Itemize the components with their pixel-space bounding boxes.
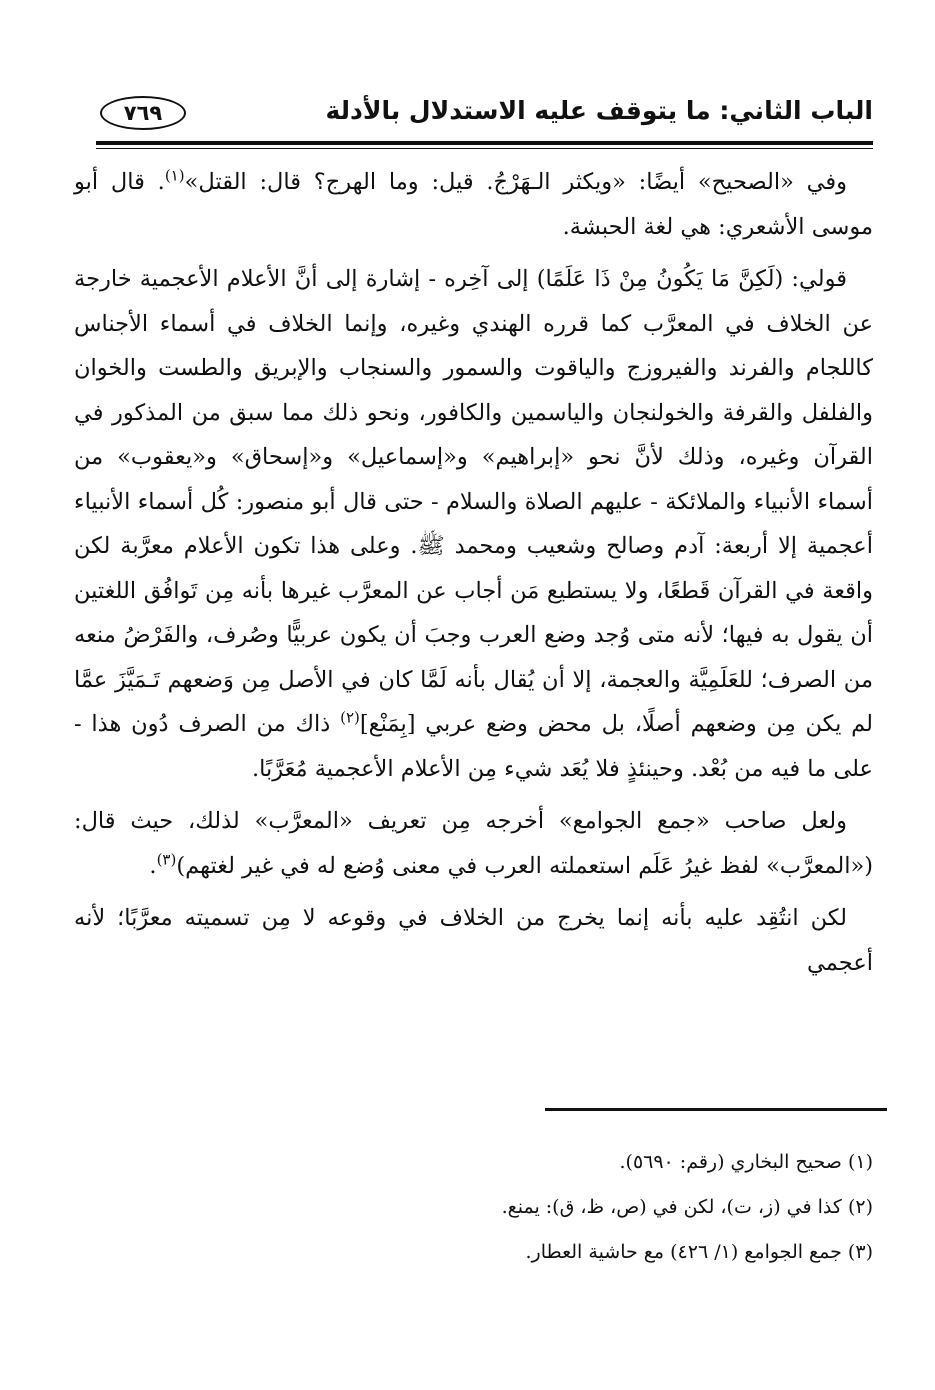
paragraph-1 — [74, 160, 873, 249]
footnote-1: (١) صحيح البخاري (رقم: ٥٦٩٠). — [619, 1151, 873, 1173]
paragraph-4 — [74, 896, 873, 985]
header-rule-thick — [96, 141, 873, 145]
paragraph-3-text-b: . — [149, 852, 157, 879]
running-header — [100, 92, 873, 136]
paragraph-2 — [74, 257, 873, 791]
footnote-3: (٣) جمع الجوامع (١/ ٤٢٦) مع حاشية العطار. — [525, 1241, 873, 1263]
paragraph-3 — [74, 799, 873, 888]
paragraph-3-text-a: ولعل صاحب «جمع الجوامع» أخرجه مِن تعريف «المعرَّب» لذلك، حيث قال: («المعرَّب» لفظ غيرُ عَلَم استعملته العرب في معنى وُضع له في غير لغتهم) — [74, 808, 873, 879]
footnote-marker-3[interactable]: (٣) — [156, 850, 177, 868]
footnote-marker-2[interactable]: (٢) — [340, 708, 360, 727]
footnote-2: (٢) كذا في (ز، ت)، لكن في (ص، ظ، ق): يمنع. — [501, 1196, 873, 1218]
footnote-marker-1[interactable]: (١) — [164, 166, 185, 185]
footnote-separator — [545, 1108, 887, 1111]
chapter-title: الباب الثاني: ما يتوقف عليه الاستدلال بالأدلة — [325, 96, 873, 125]
page-number: ٧٦٩ — [100, 96, 186, 130]
paragraph-4-text: لكن انتُقِد عليه بأنه إنما يخرج من الخلاف في وقوعه لا مِن تسميته معرَّبًا؛ لأنه أعجمي — [74, 905, 873, 976]
paragraph-2-text-a: قولي: (لَكِنَّ مَا يَكُونُ مِنْ ذَا عَلَمًا) إلى آخِره - إشارة إلى أنَّ الأعلام الأعجمية خارجة عن الخلاف في المعرَّب كما قرره الهندي وغيره، وإنما الخلاف في أسماء الأجناس كاللجام والفرند والفيروزج والياقوت والسمور والسنجاب والإبريق والطست والخوان والفلفل والقرفة والخولنجان والياسمين والكافور، ونحو ذلك مما سبق من المذكور في القرآن وغيره، وذلك لأنَّ نحو «إبراهيم» و«إسماعيل» و«إسحاق» و«يعقوب» من أسماء الأنبياء والملائكة - عليهم الصلاة والسلام - حتى قال أبو منصور: كُل أسماء الأنبياء أعجمية إلا أربعة: آدم وصالح وشعيب ومحمد ﷺ. وعلى هذا تكون الأعلام معرَّبة لكن واقعة في القرآن قَطعًا، ولا يستطيع مَن أجاب عن المعرَّب غيرها بأنه مِن تَوافُق اللغتين أن يقول به فيها؛ لأنه متى وُجد وضع العرب وجبَ أن يكون عربيًّا وصُرف، والفَرْضُ منعه من الصرف؛ للعَلَمِيَّة والعجمة، إلا أن يُقال بأنه لَمَّا كان في الأصل مِن وَضعهم تَـمَيَّزَ عمَّا لم يكن مِن وضعهم أصلًا، بل محض وضع عربي [بِمَنْع] — [74, 266, 873, 737]
paragraph-1-text-a: وفي «الصحيح» أيضًا: «ويكثر الـهَرْجُ. قيل: وما الهرج؟ قال: القتل» — [184, 169, 848, 195]
paragraph-1-text-b: . قال أبو موسى الأشعري: هي لغة الحبشة. — [74, 169, 873, 240]
footnotes — [74, 1140, 873, 1275]
main-text — [74, 160, 873, 985]
header-rule-thin — [96, 148, 873, 149]
paragraph-2-text-b: ذاك من الصرف دُون هذا - على ما فيه من بُعْد. وحينئذٍ فلا يُعَد شيء مِن الأعلام الأعجمية مُعَرَّبًا. — [74, 711, 873, 782]
